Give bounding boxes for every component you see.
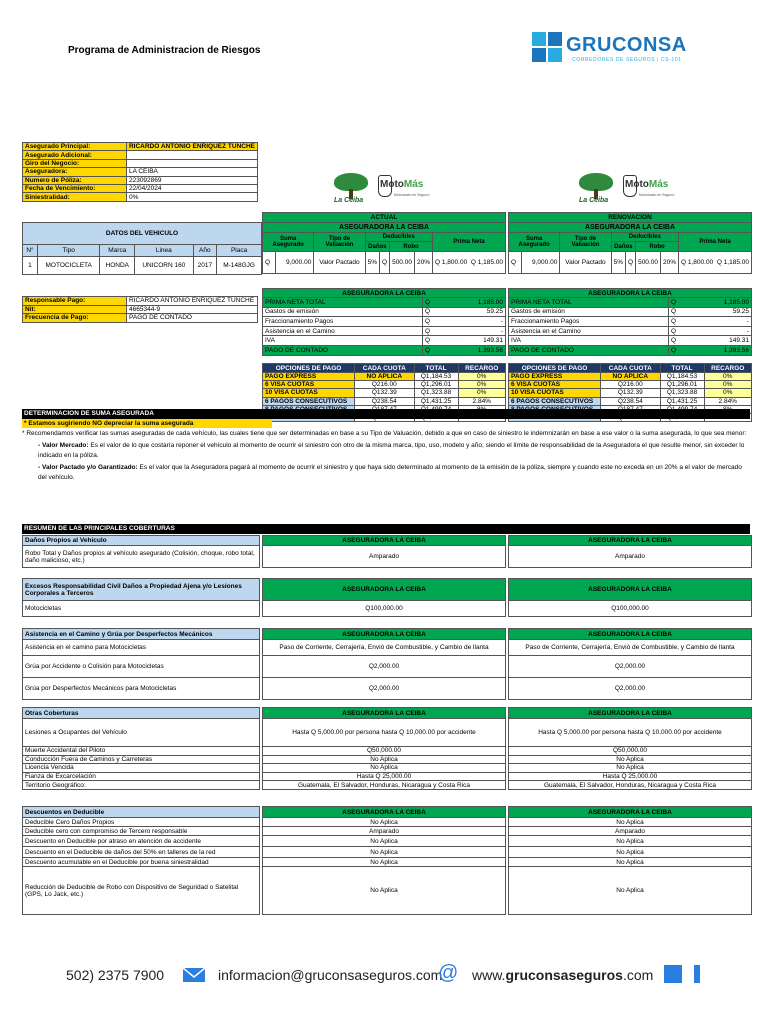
premium-currency: Q: [669, 326, 683, 336]
option-header: TOTAL: [660, 364, 704, 373]
vehicle-cell: 1: [23, 257, 38, 275]
payer-value: PAGO DE CONTADO: [127, 314, 258, 323]
option-label: 10 VISA CUOTAS: [263, 389, 355, 397]
payer-table: [22, 296, 258, 323]
vehicle-table: [22, 222, 262, 275]
vehicle-header: N°: [23, 245, 38, 257]
quote-actual-table: ACTUAL ASEGURADORA LA CEIBA Suma Asegurado Tipo de Valuación Deducibles Prima Neta Daños Robo Q 9,000.00 Valor Pactado 5% Q 500.00 20% Q 1,800.00 Q 1,185.00: [262, 212, 506, 274]
otras-value: Hasta Q 5,000.00 por persona hasta Q 10,000.00 por accidente: [509, 719, 752, 747]
otras-label: Lesiones a Ocupantes del Vehículo: [23, 719, 260, 747]
option-label: 6 VISA CUOTAS: [263, 381, 355, 389]
option-row: [263, 381, 506, 389]
policy-value: 223092869: [126, 176, 257, 184]
descuentos-row: [509, 858, 752, 867]
premium-currency: Q: [423, 326, 437, 336]
otras-value: Hasta Q 5,000.00 por persona hasta Q 10,000.00 por accidente: [263, 719, 506, 747]
premium-label: IVA: [509, 336, 669, 346]
policy-row: [23, 143, 258, 151]
asistencia-row: [23, 678, 260, 700]
option-row: [509, 373, 752, 381]
premium-value: 1,393.56: [683, 345, 752, 355]
descuentos-row: [509, 847, 752, 858]
otras-value: Guatemala, El Salvador, Honduras, Nicaragua y Costa Rica: [263, 781, 506, 790]
otras-value: Hasta Q 25,000.00: [263, 772, 506, 781]
excesos-title: Excesos Responsabilidad Civil Daños a Propiedad Ajena y/o Lesiones Corporales a Terceros: [23, 579, 260, 601]
premium-row: [263, 317, 506, 327]
premium-row: [509, 307, 752, 317]
descuentos-row: [509, 836, 752, 847]
option-row: [509, 381, 752, 389]
otras-row: [23, 747, 260, 756]
suma-valor-pactado: - Valor Pactado y/o Garantizado: Es el valor que la Aseguradora pagará al momento de ocurrir el siniestro y que haya sido determinado al momento de la emisión de la póliza, siempre y cuando este no exceda en un 20% a el valor de mercado del vehículo.: [38, 464, 742, 481]
vehicle-cell: UNICORN 160: [135, 257, 193, 275]
premium-value: 1,393.56: [437, 345, 506, 355]
option-recargo: 2.84%: [458, 397, 506, 405]
premium-label: Fraccionamiento Pagos: [509, 317, 669, 327]
option-recargo: 2.84%: [704, 397, 752, 405]
otras-renovacion: [508, 707, 752, 790]
descuentos-row: [23, 858, 260, 867]
otras-row: [263, 747, 506, 756]
premium-currency: Q: [423, 336, 437, 346]
danos-actual: ASEGURADORA LA CEIBA Amparado: [262, 535, 506, 568]
premium-table-renovacion: [508, 288, 752, 356]
premium-label: PRIMA NETA TOTAL: [509, 298, 669, 308]
website-link[interactable]: www.gruconsaseguros.com: [472, 967, 654, 983]
otras-label: Fianza de Excarcelación: [23, 772, 260, 781]
option-total: Q1,323.88: [414, 389, 458, 397]
footer: [0, 960, 768, 990]
premium-row: [263, 298, 506, 308]
option-header: RECARGO: [458, 364, 506, 373]
premium-value: 59.25: [683, 307, 752, 317]
premium-label: PAGO DE CONTADO: [509, 345, 669, 355]
policy-label: Asegurado Principal:: [23, 143, 127, 151]
otras-value: No Aplica: [263, 755, 506, 764]
policy-label: Numero de Póliza:: [23, 176, 127, 184]
asistencia-title: Asistencia en el Camino y Grúa por Desperfectos Mecánicos: [23, 629, 260, 640]
payer-row: [23, 297, 258, 306]
option-row: [263, 389, 506, 397]
premium-value: -: [437, 317, 506, 327]
otras-left: [22, 707, 260, 790]
policy-value: 22/04/2024: [126, 184, 257, 192]
otras-row: [263, 781, 506, 790]
premium-row: [263, 345, 506, 355]
otras-row: [23, 781, 260, 790]
brand-name: GRUCONSA: [566, 34, 687, 56]
payer-label: Frecuencia de Pago:: [23, 314, 127, 323]
vehicle-cell: M-148GJG: [217, 257, 262, 275]
descuentos-insurer: ASEGURADORA LA CEIBA: [263, 807, 506, 818]
option-label: 6 PAGOS CONSECUTIVOS: [263, 397, 355, 405]
premium-label: Gastos de emisión: [263, 307, 423, 317]
vehicle-header: Tipo: [37, 245, 100, 257]
payer-value: 4665344-9: [127, 305, 258, 314]
asistencia-insurer: ASEGURADORA LA CEIBA: [509, 629, 752, 640]
premium-currency: Q: [669, 317, 683, 327]
option-recargo: 0%: [704, 381, 752, 389]
option-total: Q1,431.25: [660, 397, 704, 405]
descuentos-value: No Aplica: [509, 858, 752, 867]
otras-row: [509, 755, 752, 764]
premium-label: Asistencia en el Camino: [263, 326, 423, 336]
descuentos-value: No Aplica: [509, 818, 752, 827]
payer-label: Nit:: [23, 305, 127, 314]
otras-row: [23, 719, 260, 747]
descuentos-row: [263, 867, 506, 915]
asistencia-row: [23, 656, 260, 678]
suma-asegurada-section: [22, 409, 750, 483]
policy-value: LA CEIBA: [126, 168, 257, 176]
premium-row: [509, 326, 752, 336]
asistencia-renovacion: [508, 628, 752, 700]
premium-row: [263, 307, 506, 317]
payer-value: RICARDO ANTONIO ENRIQUEZ TUNCHE: [127, 297, 258, 306]
premium-value: 149.31: [683, 336, 752, 346]
descuentos-actual: [262, 806, 506, 915]
descuentos-row: [509, 818, 752, 827]
suma-recommendation: * Recomendamos verificar las sumas aseguradas de cada vehículo, las cuales tiene que ser determinadas en base a su Tipo de Valuación, debido a que en caso de siniestro le indemnizarán en base a ese valor o la suma asegurada, lo que sea menor:: [22, 430, 747, 437]
descuentos-row: [23, 867, 260, 915]
insurer-logo-actual: La Ceiba MotoMás Motorizado en Seguro!: [332, 173, 452, 209]
descuentos-label: Descuento acumulable en el Deducible por buena siniestralidad: [23, 858, 260, 867]
policy-value: 0%: [126, 193, 257, 201]
descuentos-value: No Aplica: [263, 818, 506, 827]
otras-row: [23, 764, 260, 773]
descuentos-row: [23, 827, 260, 836]
policy-label: Giro del Negocio:: [23, 159, 127, 167]
descuentos-title: Descuentos en Deducible: [23, 807, 260, 818]
otras-actual: [262, 707, 506, 790]
option-cuota: NO APLICA: [355, 373, 415, 381]
otras-label: Conducción Fuera de Caminos y Carreteras: [23, 755, 260, 764]
policy-value: [126, 159, 257, 167]
excesos-renovacion: ASEGURADORA LA CEIBA Q100,000.00: [508, 578, 752, 617]
descuentos-left: [22, 806, 260, 915]
option-recargo: 0%: [704, 373, 752, 381]
premium-label: Fraccionamiento Pagos: [263, 317, 423, 327]
asistencia-value: Q2,000.00: [509, 656, 752, 678]
premium-label: Asistencia en el Camino: [509, 326, 669, 336]
otras-insurer: ASEGURADORA LA CEIBA: [509, 708, 752, 719]
vehicle-header: Placa: [217, 245, 262, 257]
email-link[interactable]: informacion@gruconsaseguros.com: [218, 967, 443, 983]
otras-row: [509, 781, 752, 790]
option-label: 6 VISA CUOTAS: [509, 381, 601, 389]
option-row: [263, 397, 506, 405]
premium-value: -: [683, 326, 752, 336]
descuentos-renovacion: [508, 806, 752, 915]
descuentos-row: [509, 827, 752, 836]
payer-row: [23, 314, 258, 323]
actual-label: ACTUAL: [263, 213, 506, 223]
premium-currency: Q: [669, 307, 683, 317]
descuentos-row: [23, 847, 260, 858]
option-cuota: Q216.00: [355, 381, 415, 389]
descuentos-value: No Aplica: [509, 847, 752, 858]
descuentos-value: No Aplica: [263, 847, 506, 858]
premium-value: 149.31: [437, 336, 506, 346]
asistencia-row: [263, 640, 506, 656]
gruconsa-logo: [530, 30, 710, 70]
premium-value: -: [437, 326, 506, 336]
premium-value: 59.25: [437, 307, 506, 317]
premium-row: [509, 298, 752, 308]
premium-currency: Q: [669, 298, 683, 308]
option-total: Q1,184.53: [660, 373, 704, 381]
premium-row: [263, 336, 506, 346]
coverage-title: RESUMEN DE LAS PRINCIPALES COBERTURAS: [22, 524, 750, 534]
policy-value: [126, 151, 257, 159]
premium-value: -: [683, 317, 752, 327]
option-row: [509, 397, 752, 405]
otras-row: [509, 764, 752, 773]
payer-row: [23, 305, 258, 314]
descuentos-row: [509, 867, 752, 915]
asistencia-row: [509, 678, 752, 700]
asistencia-value: Q2,000.00: [263, 678, 506, 700]
premium-label: IVA: [263, 336, 423, 346]
policy-row: [23, 176, 258, 184]
otras-row: [509, 747, 752, 756]
page-title: Programa de Administracion de Riesgos: [68, 45, 261, 56]
option-recargo: 0%: [458, 381, 506, 389]
otras-label: Muerte Accidental del Piloto: [23, 747, 260, 756]
suma-suggestion: * Estamos sugiriendo NO depreciar la suma asegurada: [22, 419, 272, 428]
premium-row: [263, 326, 506, 336]
otras-row: [23, 755, 260, 764]
asistencia-label: Grúa por Accidente o Colisión para Motocicletas: [23, 656, 260, 678]
asistencia-row: [509, 656, 752, 678]
otras-row: [263, 772, 506, 781]
option-label: 6 PAGOS CONSECUTIVOS: [509, 397, 601, 405]
asistencia-insurer: ASEGURADORA LA CEIBA: [263, 629, 506, 640]
phone-number[interactable]: 502) 2375 7900: [66, 967, 165, 983]
vehicle-cell: 2017: [193, 257, 217, 275]
descuentos-value: Amparado: [263, 827, 506, 836]
asistencia-left: [22, 628, 260, 700]
otras-value: No Aplica: [509, 764, 752, 773]
descuentos-row: [23, 818, 260, 827]
premium-label: PAGO DE CONTADO: [263, 345, 423, 355]
option-recargo: 0%: [704, 389, 752, 397]
asistencia-value: Q2,000.00: [509, 678, 752, 700]
policy-row: [23, 159, 258, 167]
otras-value: Q50,000.00: [263, 747, 506, 756]
option-recargo: 0%: [458, 373, 506, 381]
option-cuota: Q238.54: [355, 397, 415, 405]
option-total: Q1,431.25: [414, 397, 458, 405]
vehicle-header: Linea: [135, 245, 193, 257]
descuentos-label: Deducible Cero Daños Propios: [23, 818, 260, 827]
descuentos-value: Amparado: [509, 827, 752, 836]
policy-value: RICARDO ANTONIO ENRIQUEZ TUNCHE: [126, 143, 257, 151]
brand-bar-icon: [694, 965, 700, 983]
policy-row: [23, 151, 258, 159]
option-header: CADA CUOTA: [355, 364, 415, 373]
option-label: PAGO EXPRESS: [509, 373, 601, 381]
descuentos-value: No Aplica: [263, 836, 506, 847]
premium-value: 1,185.00: [683, 298, 752, 308]
otras-row: [509, 772, 752, 781]
otras-row: [263, 755, 506, 764]
option-header: CADA CUOTA: [601, 364, 661, 373]
descuentos-row: [263, 836, 506, 847]
option-total: Q1,323.88: [660, 389, 704, 397]
option-cuota: Q132.39: [355, 389, 415, 397]
vehicle-cell: HONDA: [100, 257, 135, 275]
vehicle-cell: MOTOCICLETA: [37, 257, 100, 275]
descuentos-row: [263, 818, 506, 827]
asistencia-value: Q2,000.00: [263, 656, 506, 678]
descuentos-label: Reducción de Deducible de Robo con Dispositivo de Seguridad o Satelital (GPS, Lo Jack, etc.): [23, 867, 260, 915]
option-label: PAGO EXPRESS: [263, 373, 355, 381]
option-total: Q1,296.01: [660, 381, 704, 389]
option-row: [263, 373, 506, 381]
policy-label: Siniestralidad:: [23, 193, 127, 201]
asistencia-label: Grúa por Desperfectos Mecánicos para Motocicletas: [23, 678, 260, 700]
option-cuota: Q216.00: [601, 381, 661, 389]
otras-value: Q50,000.00: [509, 747, 752, 756]
descuentos-label: Descuento en el Deducible de daños del 50% en talleres de la red: [23, 847, 260, 858]
asistencia-label: Asistencia en el camino para Motocicletas: [23, 640, 260, 656]
premium-table-actual: [262, 288, 506, 356]
option-cuota: Q238.54: [601, 397, 661, 405]
at-icon: @: [438, 962, 459, 984]
policy-label: Asegurado Adicional:: [23, 151, 127, 159]
otras-label: Licencia Vencida: [23, 764, 260, 773]
vehicle-header: Año: [193, 245, 217, 257]
quote-renovacion-table: RENOVACION ASEGURADORA LA CEIBA Suma Asegurado Tipo de Valuación Deducibles Prima Neta Daños Robo Q 9,000.00 Valor Pactado 5% Q 500.00 20% Q 1,800.00 Q 1,185.00: [508, 212, 752, 274]
premium-currency: Q: [423, 317, 437, 327]
premium-currency: Q: [423, 345, 437, 355]
motomas-logo: MotoMás: [625, 179, 669, 190]
otras-insurer: ASEGURADORA LA CEIBA: [263, 708, 506, 719]
premium-label: PRIMA NETA TOTAL: [263, 298, 423, 308]
policy-row: [23, 193, 258, 201]
asistencia-row: [509, 640, 752, 656]
excesos-actual: ASEGURADORA LA CEIBA Q100,000.00: [262, 578, 506, 617]
danos-title: Daños Propios al Vehiculo: [23, 536, 260, 546]
excesos-left: Excesos Responsabilidad Civil Daños a Propiedad Ajena y/o Lesiones Corporales a Terceros Motocicletas: [22, 578, 260, 617]
premium-currency: Q: [669, 336, 683, 346]
otras-title: Otras Coberturas: [23, 708, 260, 719]
danos-renovacion: ASEGURADORA LA CEIBA Amparado: [508, 535, 752, 568]
descuentos-value: No Aplica: [263, 867, 506, 915]
otras-value: No Aplica: [263, 764, 506, 773]
asistencia-actual: [262, 628, 506, 700]
premium-insurer: ASEGURADORA LA CEIBA: [509, 289, 752, 298]
mail-icon: [182, 966, 206, 984]
vehicle-section-title: DATOS DEL VEHICULO: [23, 223, 262, 245]
danos-left: Daños Propios al Vehiculo Robo Total y Daños propios al vehículo asegurado (Colisión, choque, robo total, daño malicioso, etc.): [22, 535, 260, 568]
otras-row: [23, 772, 260, 781]
brand-square-icon: [664, 965, 682, 983]
suma-valor-mercado: - Valor Mercado: Es el valor de lo que costaría reponer el vehículo al momento de ocurrir el siniestro con otro de la misma marca, tipo, uso, modelo y año; siendo el límite de responsabilidad de la Aseguradora el que resulte menor, sin exceder lo indicado en la póliza.: [38, 442, 745, 459]
otras-value: Guatemala, El Salvador, Honduras, Nicaragua y Costa Rica: [509, 781, 752, 790]
premium-currency: Q: [423, 307, 437, 317]
asistencia-row: [263, 656, 506, 678]
asistencia-row: [263, 678, 506, 700]
premium-insurer: ASEGURADORA LA CEIBA: [263, 289, 506, 298]
premium-value: 1,185.00: [437, 298, 506, 308]
premium-label: Gastos de emisión: [509, 307, 669, 317]
descuentos-row: [263, 847, 506, 858]
option-recargo: 0%: [458, 389, 506, 397]
option-header: OPCIONES DE PAGO: [509, 364, 601, 373]
policy-info-table: [22, 142, 258, 202]
otras-row: [263, 764, 506, 773]
descuentos-label: Descuento en Deducible por atraso en atención de accidente: [23, 836, 260, 847]
option-total: Q1,184.53: [414, 373, 458, 381]
option-header: OPCIONES DE PAGO: [263, 364, 355, 373]
policy-row: [23, 184, 258, 192]
option-header: TOTAL: [414, 364, 458, 373]
vehicle-header: Marca: [100, 245, 135, 257]
descuentos-label: Deducible cero con compromiso de Tercero responsable: [23, 827, 260, 836]
motomas-logo: MotoMás: [380, 179, 424, 190]
premium-row: [509, 336, 752, 346]
option-row: [509, 389, 752, 397]
option-cuota: NO APLICA: [601, 373, 661, 381]
payer-label: Responsable Pago:: [23, 297, 127, 306]
otras-row: [263, 719, 506, 747]
descuentos-row: [263, 827, 506, 836]
descuentos-value: No Aplica: [509, 836, 752, 847]
otras-label: Territorio Geográfico:: [23, 781, 260, 790]
descuentos-value: No Aplica: [263, 858, 506, 867]
otras-row: [509, 719, 752, 747]
premium-row: [509, 345, 752, 355]
renovacion-label: RENOVACION: [509, 213, 752, 223]
policy-label: Aseguradora:: [23, 168, 127, 176]
otras-value: No Aplica: [509, 755, 752, 764]
descuentos-value: No Aplica: [509, 867, 752, 915]
brand-subtitle: CORREDORES DE SEGUROS | CS-101: [572, 57, 682, 63]
option-label: 10 VISA CUOTAS: [509, 389, 601, 397]
option-cuota: Q132.39: [601, 389, 661, 397]
premium-currency: Q: [669, 345, 683, 355]
option-total: Q1,296.01: [414, 381, 458, 389]
policy-row: [23, 168, 258, 176]
descuentos-row: [263, 858, 506, 867]
descuentos-insurer: ASEGURADORA LA CEIBA: [509, 807, 752, 818]
asistencia-value: Paso de Corriente, Cerrajería, Envió de Combustible, y Cambio de llanta: [509, 640, 752, 656]
premium-currency: Q: [423, 298, 437, 308]
asistencia-row: [23, 640, 260, 656]
option-header: RECARGO: [704, 364, 752, 373]
asistencia-value: Paso de Corriente, Cerrajería, Envió de Combustible, y Cambio de llanta: [263, 640, 506, 656]
premium-row: [509, 317, 752, 327]
descuentos-row: [23, 836, 260, 847]
suma-title: DETERMINACION DE SUMA ASEGURADA: [22, 409, 750, 419]
otras-value: Hasta Q 25,000.00: [509, 772, 752, 781]
policy-label: Fecha de Vencimiento:: [23, 184, 127, 192]
insurer-logo-renovacion: La Ceiba MotoMás Motorizado en Seguro!: [577, 173, 697, 209]
